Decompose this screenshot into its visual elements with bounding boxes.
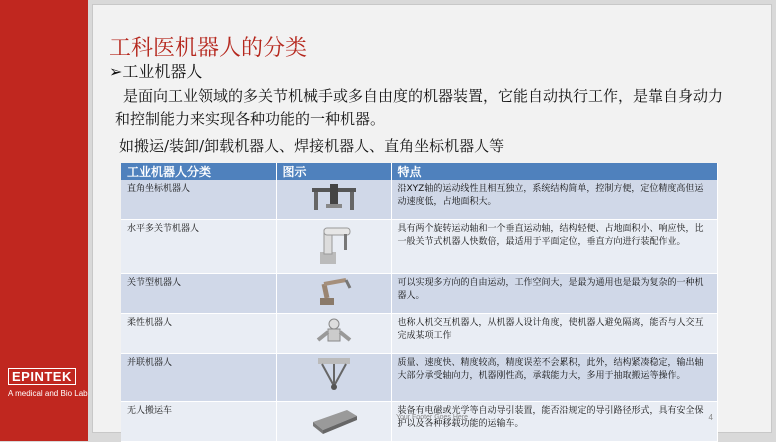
row-feature: 也称人机交互机器人，从机器人设计角度，使机器人避免隔离，能否与人交互完成某项工作 — [391, 314, 717, 354]
scara-robot-icon — [314, 222, 354, 266]
row-category: 水平多关节机器人 — [121, 220, 276, 274]
description-paragraph: 是面向工业领域的多关节机械手或多自由度的机器装置，它能自动执行工作，是靠自身动力和控制能力来实现各种功能的一种机器。 — [115, 87, 724, 128]
row-feature: 质量、速度快、精度较高，精度误差不会累积，此外，结构紧凑稳定，输出轴大部分承受轴向力，机器刚性高，承载能力大，多用于抽取搬运等操作。 — [391, 354, 717, 402]
examples-text: 如搬运/装卸/卸载机器人、焊接机器人、直角坐标机器人等 — [119, 137, 505, 155]
table-row — [121, 354, 717, 402]
table-row — [121, 180, 717, 220]
articulated-arm-icon — [312, 276, 356, 306]
table-row — [121, 274, 717, 314]
robot-classification-table — [121, 163, 718, 442]
table-row — [121, 314, 717, 354]
gantry-robot-icon — [308, 182, 360, 212]
header-features: 特点 — [391, 163, 717, 180]
epintek-logo — [8, 368, 88, 398]
delta-robot-icon — [312, 356, 356, 394]
slide-footer: Your Footer Goes Here — [395, 414, 469, 421]
row-feature: 装备有电磁或光学等自动导引装置，能否沿规定的导引路径形式，具有安全保护以及各种移载功能的运输车。 — [391, 402, 717, 442]
row-category: 直角坐标机器人 — [121, 180, 276, 220]
slide-title: 工科医机器人的分类 — [109, 36, 308, 61]
header-category: 工业机器人分类 — [121, 163, 276, 180]
row-feature: 具有两个旋转运动轴和一个垂直运动轴，结构轻便、占地面积小、响应快，比一般关节式机器人快数倍，最适用于平面定位，垂直方向进行装配作业。 — [391, 220, 717, 274]
page-number: 4 — [708, 413, 713, 422]
table-row — [121, 220, 717, 274]
logo-subtitle: A medical and Bio Lab — [8, 389, 88, 398]
header-illustration: 图示 — [276, 163, 391, 180]
table-row — [121, 402, 717, 442]
row-feature: 沿XYZ轴的运动线性且相互独立，系统结构简单，控制方便，定位精度高但运动速度低，占地面积大。 — [391, 180, 717, 220]
dual-arm-robot-icon — [314, 316, 354, 346]
slide-canvas — [92, 4, 772, 433]
bullet-heading — [109, 59, 202, 82]
row-category: 关节型机器人 — [121, 274, 276, 314]
logo-mark: EPINTEK — [8, 368, 76, 385]
table-header-row — [121, 163, 717, 180]
bullet-marker-icon: ➢ — [109, 62, 123, 81]
row-category: 柔性机器人 — [121, 314, 276, 354]
brand-sidebar — [0, 0, 88, 441]
row-category: 无人搬运车 — [121, 402, 276, 442]
row-category: 并联机器人 — [121, 354, 276, 402]
row-feature: 可以实现多方向的自由运动，工作空间大，是最为通用也是最为复杂的一种机器人。 — [391, 274, 717, 314]
bullet-text: 工业机器人 — [122, 62, 203, 81]
